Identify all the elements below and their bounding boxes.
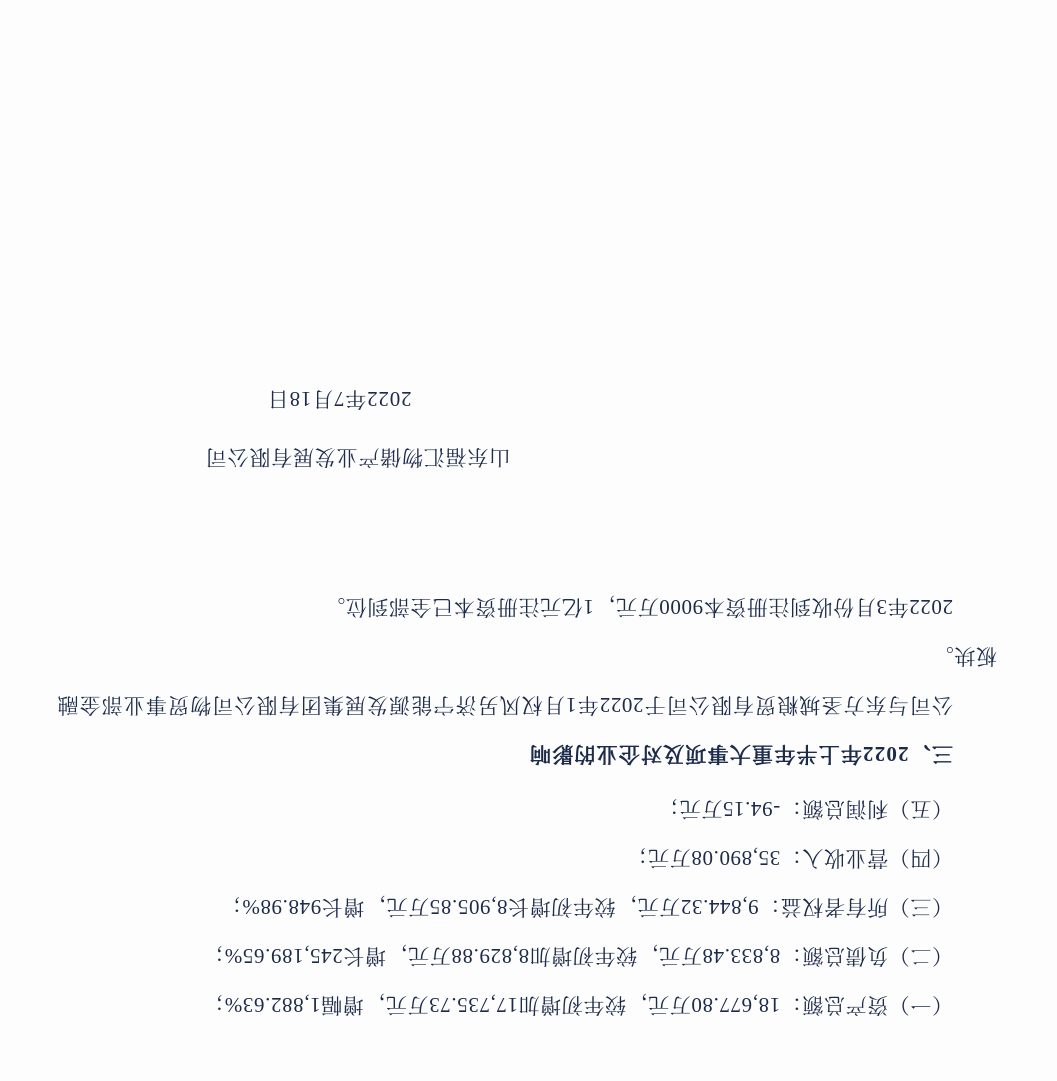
signature-block xyxy=(57,370,997,486)
financial-item-revenue: （四）营业收入：35,890.08万元； xyxy=(626,846,953,870)
section-heading-major-events: 三、2022年上半年重大事项及对企业的影响 xyxy=(528,742,953,766)
signature-company: 山东福汇物储产业发展有限公司 xyxy=(205,445,511,469)
spacer-before-signature xyxy=(57,486,997,582)
financial-item-profit: （五）利润总额：-94.15万元； xyxy=(657,797,953,821)
signature-date: 2022年7月18日 xyxy=(267,387,412,411)
paragraph-capital: 2022年3月份收到注册资本9000万元，1亿元注册资本已全部到位。 xyxy=(323,595,953,619)
financial-item-liabilities: （二）负债总额：8,833.48万元，较年初增加8,829.88万元，增长245,189.65%； xyxy=(202,944,953,968)
document-body xyxy=(57,370,997,1029)
financial-item-equity: （三）所有者权益：9,844.32万元，较年初增长8,905.85万元，增长948.98%； xyxy=(220,895,953,919)
financial-item-assets: （一）资产总额：18,677.80万元，较年初增加17,735.73万元，增幅1,882.63%； xyxy=(202,993,953,1017)
paragraph-merger: 公司与东方圣城粮贸有限公司于2022年1月权风另济宁能源发展集团有限公司物贸事业部金融板块。 xyxy=(57,644,997,717)
